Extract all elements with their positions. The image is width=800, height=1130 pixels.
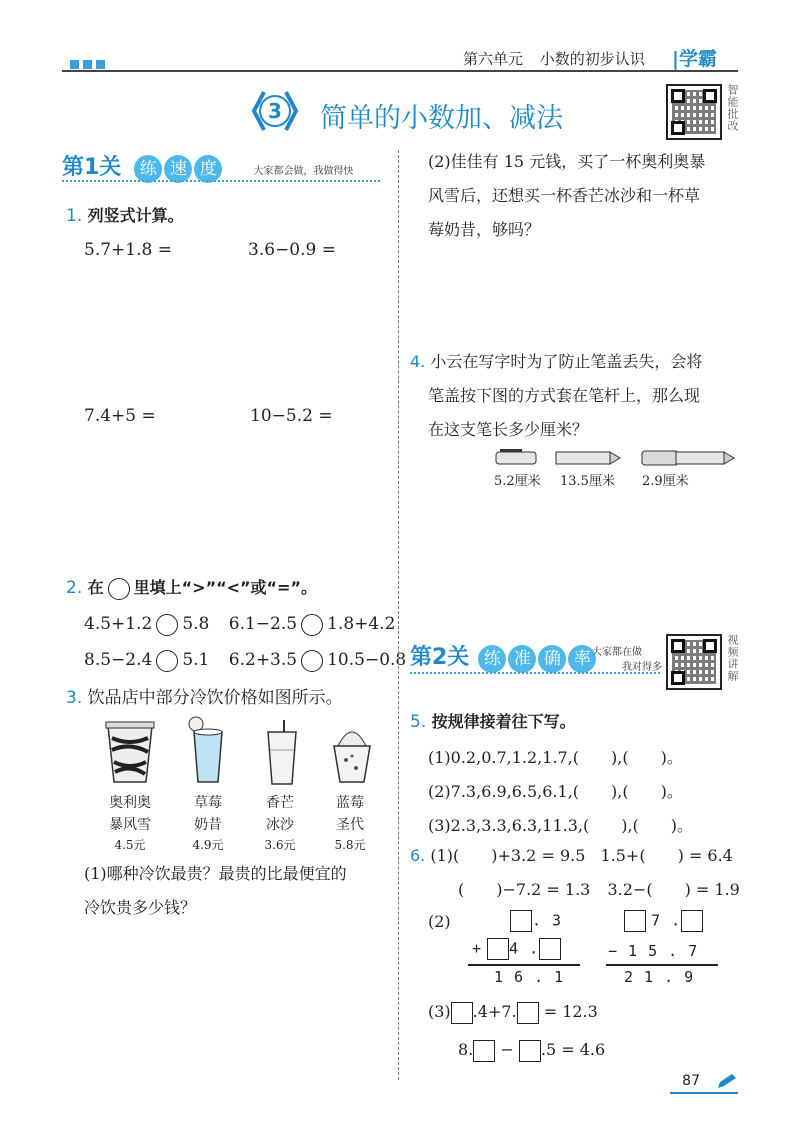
mango-smoothie-icon xyxy=(262,720,302,786)
question-3-heading: 3. 饮品店中部分冷饮价格如图所示。 xyxy=(66,688,343,708)
digit-box[interactable] xyxy=(624,910,646,932)
answer-circle[interactable] xyxy=(301,614,323,636)
q3-sub2-line2: 风雪后，还想买一杯香芒冰沙和一杯草 xyxy=(428,186,701,205)
section2-char: 准 xyxy=(508,645,536,673)
brand-logo: |学霸 xyxy=(672,48,717,70)
section1-char: 速 xyxy=(164,155,192,183)
pen-cap-icon xyxy=(496,449,536,464)
header-unit xyxy=(463,48,645,69)
drink-label-4: 蓝莓 圣代 5.8元 xyxy=(334,795,366,852)
q6-row-1: 6. (1)( )+3.2 = 9.5 1.5+( ) = 6.4 xyxy=(410,846,733,865)
vertical-add-row2: + 4 . xyxy=(472,938,561,960)
qr-code-grading[interactable] xyxy=(666,84,722,140)
oreo-blizzard-icon xyxy=(104,720,156,786)
answer-circle[interactable] xyxy=(301,650,323,672)
page-title: 简单的小数加、减法 xyxy=(320,103,563,134)
q3-sub1-line2: 冷饮贵多少钱？ xyxy=(84,898,197,917)
digit-box[interactable] xyxy=(473,1040,495,1062)
section1-underline xyxy=(62,180,380,182)
q5-row-1: (1)0.2,0.7,1.2,1.7,( ),( )。 xyxy=(428,748,683,767)
section2-char: 练 xyxy=(478,645,506,673)
section1-char: 度 xyxy=(194,155,222,183)
page-number: 87 xyxy=(682,1073,700,1089)
q2-row-2: 8.5−2.4 5.1 6.2+3.5 10.5−0.8 xyxy=(84,650,407,670)
question-1-heading: 1. 列竖式计算。 xyxy=(66,206,184,226)
q3-sub1-line1: (1)哪种冷饮最贵？最贵的比最便宜的 xyxy=(84,864,347,883)
vertical-sub-row2: − 1 5 . 7 xyxy=(608,942,699,960)
q6-part3-row1: (3) .4+7. = 12.3 xyxy=(428,996,598,1028)
section2-tagline: 大家都在做 我对得多 xyxy=(592,647,662,673)
digit-box[interactable] xyxy=(519,1040,541,1062)
q2-row-1: 4.5+1.2 5.8 6.1−2.5 1.8+4.2 xyxy=(84,614,396,634)
q1-item-4: 10−5.2 = xyxy=(250,406,333,426)
digit-box[interactable] xyxy=(510,910,532,932)
blueberry-sundae-icon xyxy=(330,720,374,786)
digit-box[interactable] xyxy=(451,1002,473,1024)
vertical-sub-problem: 7 . xyxy=(624,910,703,932)
overlap-length: 2.9厘米 xyxy=(642,474,689,489)
pen-barrel-length: 13.5厘米 xyxy=(560,474,615,489)
section1-header xyxy=(62,150,382,183)
question-5-heading: 5. 按规律接着往下写。 xyxy=(410,712,576,732)
section1-tagline: 大家都会做，我做得快 xyxy=(253,166,354,177)
pen-cap-length: 5.2厘米 xyxy=(494,474,541,489)
q3-sub2-line1: (2)佳佳有 15 元钱，买了一杯奥利奥暴 xyxy=(428,152,706,171)
digit-box[interactable] xyxy=(539,938,561,960)
q1-item-2: 3.6−0.9 = xyxy=(248,240,336,260)
section2-underline xyxy=(410,672,660,674)
pen-diagram xyxy=(492,448,742,470)
assembled-pen-icon xyxy=(642,451,734,465)
vertical-add-result: 1 6 . 1 xyxy=(494,968,565,986)
footer-rule xyxy=(670,1092,738,1094)
vertical-add-problem: . 3 xyxy=(510,910,562,932)
drink-label-3: 香芒 冰沙 3.6元 xyxy=(264,795,296,852)
answer-circle[interactable] xyxy=(156,650,178,672)
section1-label: 第1关 xyxy=(62,155,122,180)
question-4-line1: 4. 小云在写字时为了防止笔盖丢失，会将 xyxy=(410,352,703,371)
digit-box[interactable] xyxy=(517,1002,539,1024)
qr-caption-video: 视频讲解 xyxy=(726,634,739,682)
q6-row-2: ( )−7.2 = 1.3 3.2−( ) = 1.9 xyxy=(458,880,740,899)
q3-sub2-line3: 莓奶昔，够吗？ xyxy=(428,220,541,239)
question-4-line3: 在这支笔长多少厘米？ xyxy=(428,420,589,439)
vertical-sub-result: 2 1 . 9 xyxy=(624,968,695,986)
q1-item-3: 7.4+5 = xyxy=(84,406,156,426)
q5-row-3: (3)2.3,3.3,6.3,11.3,( ),( )。 xyxy=(428,816,694,835)
section2-char: 确 xyxy=(538,645,566,673)
digit-box[interactable] xyxy=(487,938,509,960)
q1-item-1: 5.7+1.8 = xyxy=(84,240,172,260)
header-rule xyxy=(62,70,738,72)
section2-label: 第2关 xyxy=(410,645,470,670)
drink-label-1: 奥利奥 暴风雪 4.5元 xyxy=(109,795,151,852)
section1-char: 练 xyxy=(134,155,162,183)
section2-char: 率 xyxy=(568,645,596,673)
pencil-icon xyxy=(716,1072,738,1090)
qr-code-video[interactable] xyxy=(666,634,722,690)
question-4-line2: 笔盖按下图的方式套在笔杆上，那么现 xyxy=(428,386,701,405)
qr-caption-grading: 智能批改 xyxy=(726,84,739,132)
topic-label: 小数的初步认识 xyxy=(539,50,645,68)
difference-line xyxy=(606,964,718,966)
q5-row-2: (2)7.3,6.9,6.5,6.1,( ),( )。 xyxy=(428,782,683,801)
strawberry-shake-icon xyxy=(186,716,230,786)
digit-box[interactable] xyxy=(681,910,703,932)
unit-label: 第六单元 xyxy=(463,50,524,68)
lesson-number: 3 xyxy=(268,99,282,123)
sum-line xyxy=(468,964,580,966)
pen-barrel-icon xyxy=(556,452,620,464)
answer-circle[interactable] xyxy=(156,614,178,636)
drink-label-2: 草莓 奶昔 4.9元 xyxy=(192,795,224,852)
q6-part2-label: (2) xyxy=(428,912,451,931)
question-2-heading: 2. 在 里填上“>”“<”或“=”。 xyxy=(66,578,317,598)
column-divider xyxy=(398,150,399,1080)
q6-part3-row2: 8. − .5 = 4.6 xyxy=(458,1034,605,1066)
